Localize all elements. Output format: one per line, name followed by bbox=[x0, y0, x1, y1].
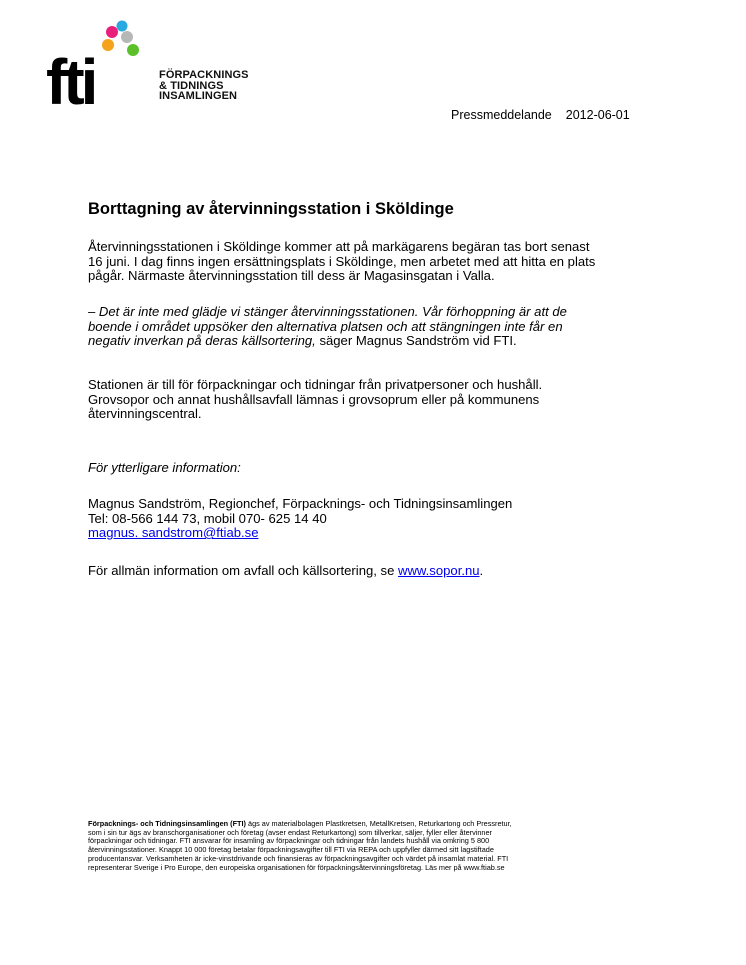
paragraph-1-line: 16 juni. I dag finns ingen ersättningsplats i Sköldinge, men arbetet med att hitta en plats bbox=[88, 253, 596, 269]
footer-bold: Förpacknings- och Tidningsinsamlingen (FTI) bbox=[88, 819, 246, 828]
footer-line: förpackningar och tidningar. FTI ansvarar för insamling av förpackningar och tidningar från landets hushåll via omkring 5 800 bbox=[88, 836, 490, 846]
footer-line: representerar Sverige i Pro Europe, den europeiska organisationen för förpackningsåtervinningsföretag. Läs mer på www.ftiab.se bbox=[88, 862, 505, 872]
footer bbox=[88, 820, 668, 872]
contact-block bbox=[88, 497, 688, 541]
footer-line: producentansvar. Verksamheten är icke-vinstdrivande och finansieras av förpackningsavgifter och värdet på insamlat material. FTI bbox=[88, 853, 509, 863]
page-title: Borttagning av återvinningsstation i Sköldinge bbox=[88, 200, 454, 218]
sopor-link[interactable]: www.sopor.nu bbox=[398, 563, 480, 578]
footer-line: som i sin tur ägs av branschorganisationer och företag (avser endast Returkartong) som tillverkar, säljer, fyller eller återvinner bbox=[88, 827, 492, 837]
logo-dot-grey bbox=[121, 31, 133, 43]
press-header bbox=[451, 108, 630, 122]
general-info-end: . bbox=[479, 563, 484, 578]
quote-line: boende i området uppsöker den alternativa platsen och att stängningen inte får en bbox=[88, 318, 563, 334]
logo-text-line3: INSAMLINGEN bbox=[159, 90, 238, 102]
paragraph-3 bbox=[88, 378, 688, 422]
fti-logo-mark bbox=[46, 20, 152, 112]
paragraph-1-line: Återvinningsstationen i Sköldinge kommer att på markägarens begäran tas bort senast bbox=[88, 239, 590, 254]
paragraph-1 bbox=[88, 240, 688, 284]
footer-line: ägs av materialbolagen Plastkretsen, MetallKretsen, Returkartong och Pressretur, bbox=[245, 819, 512, 828]
paragraph-3-line: Stationen är till för förpackningar och tidningar från privatpersoner och hushåll. bbox=[88, 377, 543, 392]
logo-text bbox=[159, 70, 249, 102]
quote-line: – Det är inte med glädje vi stänger återvinningsstationen. Vår förhoppning är att de bbox=[88, 304, 567, 319]
fti-logo bbox=[46, 20, 276, 115]
logo-text-line1: FÖRPACKNINGS bbox=[159, 69, 249, 81]
quote-paragraph bbox=[88, 305, 688, 349]
logo-dot-green bbox=[127, 44, 139, 56]
contact-phone: Tel: 08-566 144 73, mobil 070- 625 14 40 bbox=[88, 510, 327, 526]
contact-name: Magnus Sandström, Regionchef, Förpacknings- och Tidningsinsamlingen bbox=[88, 496, 513, 511]
paragraph-1-line: pågår. Närmaste återvinningsstation till dess är Magasinsgatan i Valla. bbox=[88, 268, 495, 284]
quote-attribution: säger Magnus Sandström vid FTI. bbox=[315, 333, 517, 349]
logo-wordmark: fti bbox=[46, 46, 95, 112]
logo-dot-orange bbox=[102, 39, 114, 51]
press-label: Pressmeddelande bbox=[451, 108, 552, 122]
general-info-text: För allmän information om avfall och källsortering, se bbox=[88, 563, 399, 578]
logo-text-line2: & TIDNINGS bbox=[159, 79, 224, 92]
contact-email-link[interactable]: magnus. sandstrom@ftiab.se bbox=[88, 525, 259, 541]
press-date: 2012-06-01 bbox=[565, 108, 630, 122]
paragraph-3-line: Grovsopor och annat hushållsavfall lämnas i grovsoprum eller på kommunens bbox=[88, 391, 540, 407]
quote-line: negativ inverkan på deras källsortering, bbox=[88, 333, 316, 349]
logo-dot-blue bbox=[117, 21, 128, 32]
footer-line: återvinningsstationer. Knappt 10 000 företag betalar förpackningsavgifter till FTI via REPA och uppfyller därmed sitt lagstiftade bbox=[88, 845, 494, 855]
paragraph-3-line: återvinningscentral. bbox=[88, 406, 202, 422]
more-info-label: För ytterligare information: bbox=[88, 460, 241, 475]
logo-dot-pink bbox=[106, 26, 118, 38]
general-info bbox=[88, 564, 688, 579]
